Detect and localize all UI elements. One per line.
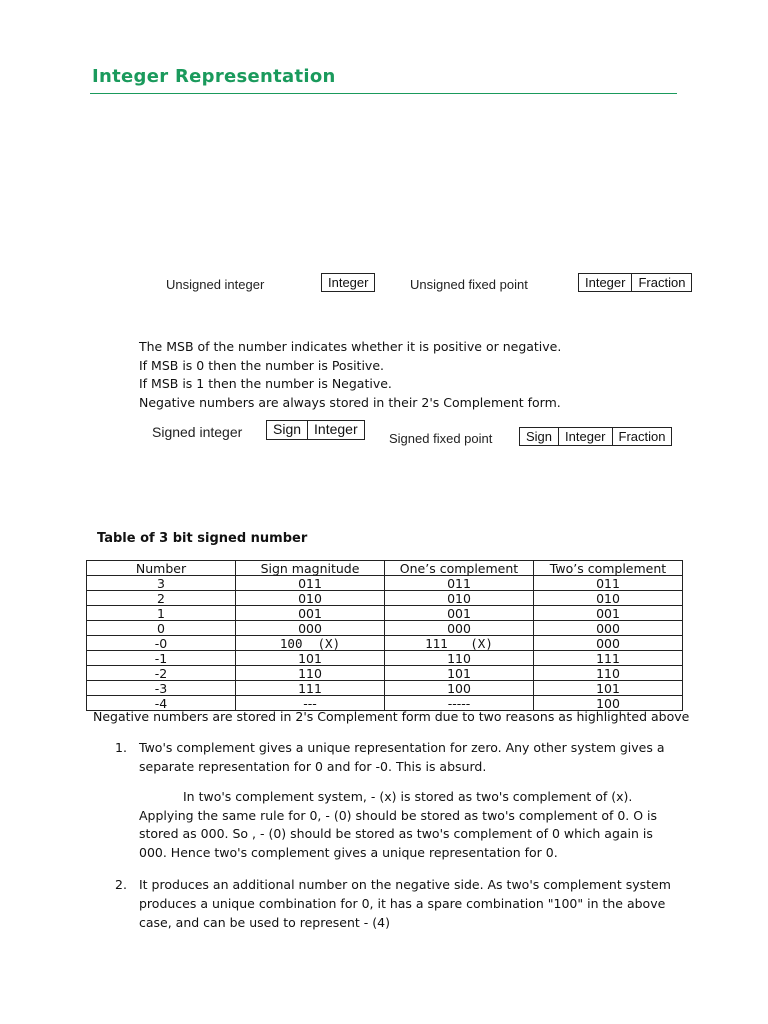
table-cell: 010 <box>534 591 683 606</box>
table-cell-highlight: 100 (X) <box>236 636 385 651</box>
table-note: Negative numbers are stored in 2's Complement form due to two reasons as highlighted above <box>93 709 690 724</box>
signed-fixed-format <box>519 427 672 446</box>
unsigned-integer-format <box>321 273 375 292</box>
reason-item-2 <box>115 875 675 932</box>
field-integer: Integer <box>585 275 626 290</box>
table-cell: 001 <box>385 606 534 621</box>
unsigned-integer-label: Unsigned integer <box>166 277 265 292</box>
table-row <box>87 621 683 636</box>
title-divider <box>90 93 677 94</box>
table-cell: 000 <box>534 636 683 651</box>
table-cell: -3 <box>87 681 236 696</box>
table-cell: 010 <box>385 591 534 606</box>
table-cell: 1 <box>87 606 236 621</box>
table-row <box>87 576 683 591</box>
table-cell: 100 <box>534 696 683 711</box>
table-cell: 101 <box>236 651 385 666</box>
table-cell: 111 <box>236 681 385 696</box>
table-caption: Table of 3 bit signed number <box>97 531 308 546</box>
table-cell: 110 <box>236 666 385 681</box>
table-cell: 101 <box>534 681 683 696</box>
table-cell: 000 <box>534 621 683 636</box>
table-cell: --- <box>236 696 385 711</box>
page-title: Integer Representation <box>92 66 336 87</box>
field-fraction: Fraction <box>631 274 691 291</box>
msb-explanation <box>139 338 561 412</box>
signed-number-table <box>86 560 683 711</box>
table-cell: 011 <box>534 576 683 591</box>
table-cell: -1 <box>87 651 236 666</box>
reason-1-detail <box>139 788 679 862</box>
table-row <box>87 681 683 696</box>
table-cell: 001 <box>236 606 385 621</box>
text-line: If MSB is 0 then the number is Positive. <box>139 357 384 373</box>
list-text: It produces an additional number on the negative side. As two's complement system produces a unique combination for 0, it has a spare combination "100" in the above case, and can be used to represent - (4) <box>139 877 671 930</box>
table-row <box>87 651 683 666</box>
field-integer: Integer <box>558 428 611 445</box>
column-header: Number <box>87 561 236 576</box>
table-cell: 011 <box>236 576 385 591</box>
table-header-row <box>87 561 683 576</box>
text-line: Negative numbers are always stored in their 2's Complement form. <box>139 394 561 410</box>
field-sign: Sign <box>273 421 302 437</box>
table-cell-highlight: 111 (X) <box>385 636 534 651</box>
table-cell: ----- <box>385 696 534 711</box>
table-cell: 111 <box>534 651 683 666</box>
table-cell: 110 <box>385 651 534 666</box>
table-cell: 001 <box>534 606 683 621</box>
unsigned-fixed-format <box>578 273 692 292</box>
table-cell: 2 <box>87 591 236 606</box>
detail-text: In two's complement system, - (x) is stored as two's complement of (x). Applying the same rule for 0, - (0) should be stored as two's complement of 0. O is stored as 000. So , - (0) should be stored as two's complement of 0 which again is 000. Hence two's complement gives a unique representation for 0. <box>139 789 658 860</box>
table-cell: -0 <box>87 636 236 651</box>
field-integer: Integer <box>307 421 364 439</box>
table-cell: 3 <box>87 576 236 591</box>
table-cell: 101 <box>385 666 534 681</box>
table-cell: 011 <box>385 576 534 591</box>
list-text: Two's complement gives a unique representation for zero. Any other system gives a separate representation for 0 and for -0. This is absurd. <box>139 740 665 774</box>
text-line: If MSB is 1 then the number is Negative. <box>139 376 392 391</box>
table-cell: 100 <box>385 681 534 696</box>
table-row <box>87 591 683 606</box>
table-cell: 010 <box>236 591 385 606</box>
table-row <box>87 666 683 681</box>
unsigned-fixed-label: Unsigned fixed point <box>410 277 528 292</box>
table-cell: 000 <box>236 621 385 636</box>
reason-item-1 <box>115 738 675 776</box>
list-number: 1. <box>115 740 127 755</box>
table-cell: 110 <box>534 666 683 681</box>
table-cell: 0 <box>87 621 236 636</box>
signed-integer-format <box>266 420 365 440</box>
field-fraction: Fraction <box>612 428 672 445</box>
table-row <box>87 636 683 651</box>
column-header: Sign magnitude <box>236 561 385 576</box>
column-header: Two’s complement <box>534 561 683 576</box>
column-header: One’s complement <box>385 561 534 576</box>
table-cell: -4 <box>87 696 236 711</box>
list-number: 2. <box>115 877 127 892</box>
table-cell: 000 <box>385 621 534 636</box>
signed-integer-label: Signed integer <box>152 424 243 440</box>
table-cell: -2 <box>87 666 236 681</box>
table-row <box>87 606 683 621</box>
text-line: The MSB of the number indicates whether it is positive or negative. <box>139 339 562 354</box>
field-sign: Sign <box>526 429 553 444</box>
field-integer: Integer <box>328 275 369 290</box>
signed-fixed-label: Signed fixed point <box>389 431 493 446</box>
